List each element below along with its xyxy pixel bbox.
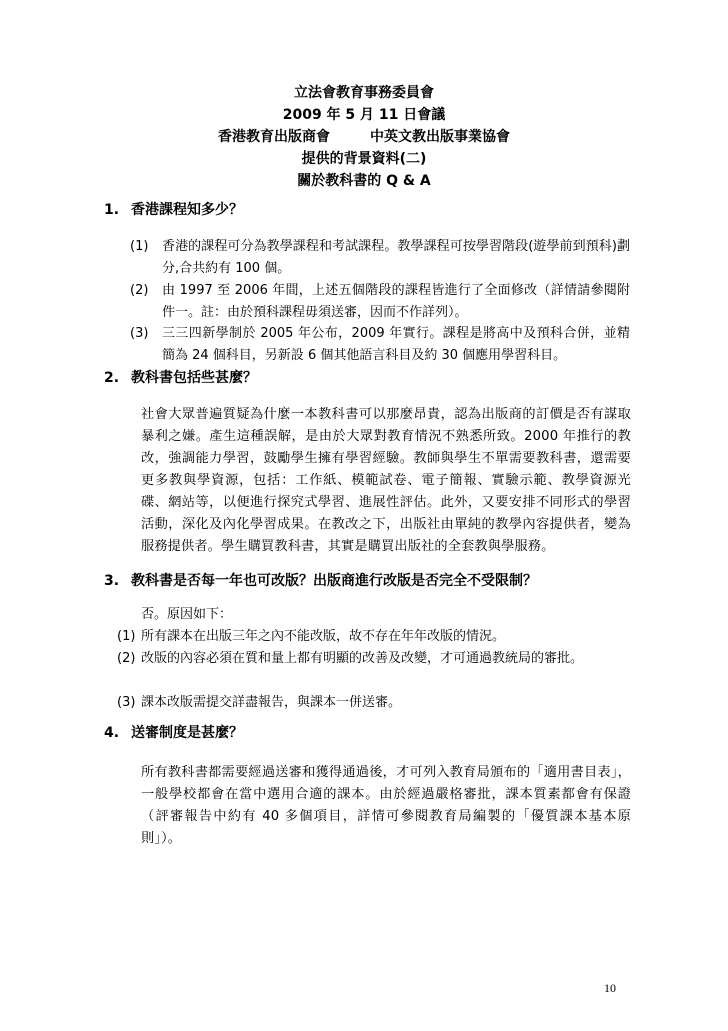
list-marker: (2) [117, 651, 136, 666]
list-item-text: 所有課本在出版三年之內不能改版，故不存在年年改版的情況。 [141, 629, 506, 644]
list-marker: (1) [117, 629, 136, 644]
meeting-date: 2009 年 5 月 11 日會議 [282, 107, 446, 123]
question-number: 1. [104, 202, 120, 218]
question-title: 教科書是否每一年也可改版？出版商進行改版是否完全不受限制？ [131, 573, 537, 589]
publisher-association-2: 中英文教出版事業協會 [370, 129, 510, 145]
list-item [117, 626, 630, 648]
document-header [0, 82, 728, 192]
publishers-line [0, 126, 728, 148]
question-title: 送審制度是甚麼？ [131, 725, 243, 741]
answer-paragraph: 所有教科書都需要經過送審和獲得通過後，才可列入教育局頒布的「適用書目表」，一般學校都會在當中選用合適的課本。由於經過嚴格審批，課本質素都會有保證（評審報告中約有 40 多個項目，詳情可參閱教育局編製的「優質課本基本原則」）。 [141, 765, 631, 846]
publisher-association-1: 香港教育出版商會 [218, 129, 330, 145]
list-item-text: 三三四新學制於 2005 年公布，2009 年實行。課程是將高中及預科合併，並精簡為 24 個科目，另新設 6 個其他語言科目及約 30 個應用學習科目。 [162, 326, 630, 363]
answer-paragraph: 社會大眾普遍質疑為什麼一本教科書可以那麼昂貴，認為出版商的訂價是否有謀取暴利之嫌。產生這種誤解，是由於大眾對教育情況不熟悉所致。2000 年推行的教改，強調能力學習，鼓勵學生擁有學習經驗。教師與學生不單需要教科書，還需要更多教與學資源，包括：工作紙、模範試卷、電子簡報、實驗示範、教學資源光碟、網站等，以便進行探究式學習、進展性評估。此外，又要安排不同形式的學習活動，深化及內化學習成果。在教改之下，出版社由單純的教學內容提供者，變為服務提供者。學生購買教科書，其實是購買出版社的全套教與學服務。 [141, 407, 631, 554]
list-marker: (3) [130, 326, 149, 341]
question-number: 3. [104, 573, 120, 589]
list-item-text: 課本改版需提交詳盡報告，與課本一併送審。 [141, 695, 402, 710]
list-item-text: 香港的課程可分為教學課程和考試課程。教學課程可按學習階段(遊學前到預科)劃分,合共約有 100 個。 [162, 239, 630, 276]
list-marker: (2) [130, 283, 149, 298]
committee-title: 立法會教育事務委員會 [294, 85, 434, 101]
background-info-title: 提供的背景資料(二) [301, 151, 427, 167]
list-item-text: 由 1997 至 2006 年間，上述五個階段的課程皆進行了全面修改（詳情請參閱附件一。註：由於預科課程毋須送審，因而不作詳列）。 [162, 283, 630, 320]
list-item-text: 改版的內容必須在質和量上都有明顯的改善及改變，才可通過教統局的審批。 [141, 651, 584, 666]
list-item [130, 323, 630, 367]
question-title: 教科書包括些甚麼？ [131, 370, 257, 386]
question-number: 2. [104, 370, 120, 386]
page-number: 10 [604, 981, 616, 995]
question-number: 4. [104, 725, 120, 741]
list-item [130, 236, 630, 280]
qa-subtitle: 關於教科書的 Q & A [297, 173, 431, 189]
list-marker: (3) [117, 695, 136, 710]
answer-intro: 否。原因如下： [141, 607, 233, 622]
list-item [130, 280, 630, 324]
list-item [117, 648, 630, 670]
question-title: 香港課程知多少？ [131, 202, 243, 218]
list-item [117, 692, 630, 714]
list-marker: (1) [130, 239, 149, 254]
